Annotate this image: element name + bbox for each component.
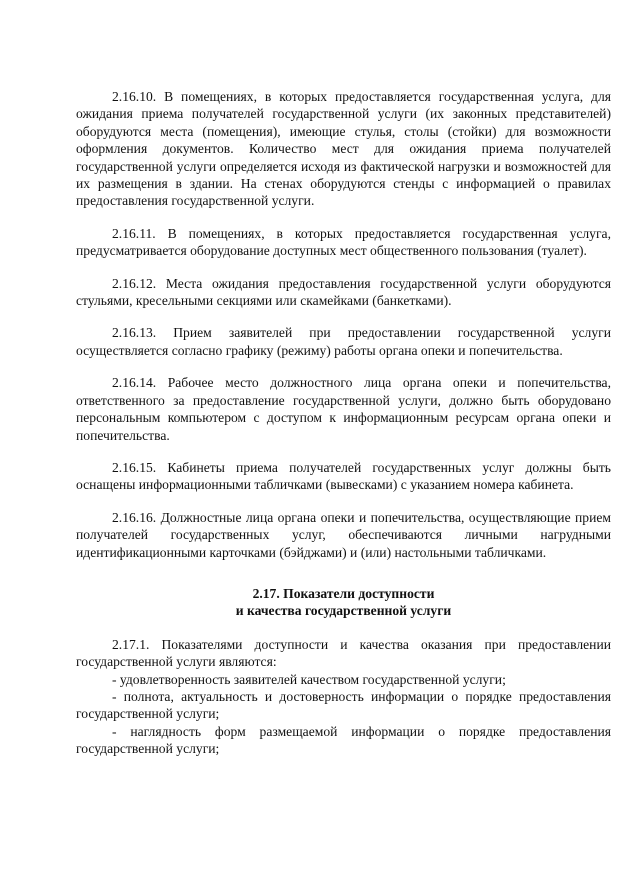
- section-heading-line-1: 2.17. Показатели доступности: [252, 585, 435, 601]
- list-item: - наглядность форм размещаемой информации о порядке предоставления государственной услуги;: [76, 723, 611, 757]
- paragraph-2-16-10: 2.16.10. В помещениях, в которых предоставляется государственная услуга, для ожидания приема получателей государственной услуги (их законных представителей) оборудуются места (помещения), имеющие стулья, столы (стойки) для возможности оформления документов. Количество мест для ожидания приема получателей государственной услуги определяется исходя из фактической нагрузки и возможностей для их размещения в здании. На стенах оборудуются стенды с информацией о правилах предоставления государственной услуги.: [76, 89, 611, 209]
- list-item: - удовлетворенность заявителей качеством государственной услуги;: [112, 671, 506, 687]
- document-page: [76, 88, 611, 758]
- paragraph-2-16-13: 2.16.13. Прием заявителей при предоставлении государственной услуги осуществляется согласно графику (режиму) работы органа опеки и попечительства.: [76, 325, 611, 358]
- list-item: - полнота, актуальность и достоверность информации о порядке предоставления государственной услуги;: [76, 688, 611, 722]
- paragraph-2-16-11: 2.16.11. В помещениях, в которых предоставляется государственная услуга, предусматривается оборудование доступных мест общественного пользования (туалет).: [76, 225, 611, 259]
- section-heading-line-2: и качества государственной услуги: [235, 603, 452, 619]
- paragraph-2-17-1: 2.17.1. Показателями доступности и качества оказания при предоставлении государственной услуги являются:: [76, 636, 611, 670]
- paragraph-2-16-16: 2.16.16. Должностные лица органа опеки и попечительства, осуществляющие прием получателей государственных услуг, обеспечиваются личными нагрудными идентификационными карточками (бэйджами) и (или) настольными табличками.: [76, 509, 611, 560]
- paragraph-2-16-15: 2.16.15. Кабинеты приема получателей государственных услуг должны быть оснащены информационными табличками (вывесками) с указанием номера кабинета.: [76, 459, 611, 493]
- paragraph-2-16-12: 2.16.12. Места ожидания предоставления государственной услуги оборудуются стульями, кресельными секциями или скамейками (банкетками).: [76, 275, 611, 309]
- section-heading: [76, 585, 611, 620]
- paragraph-2-16-14: 2.16.14. Рабочее место должностного лица органа опеки и попечительства, ответственного за предоставление государственной услуги, должно быть оборудовано персональным компьютером с доступом к информационным ресурсам органа опеки и попечительства.: [76, 375, 611, 443]
